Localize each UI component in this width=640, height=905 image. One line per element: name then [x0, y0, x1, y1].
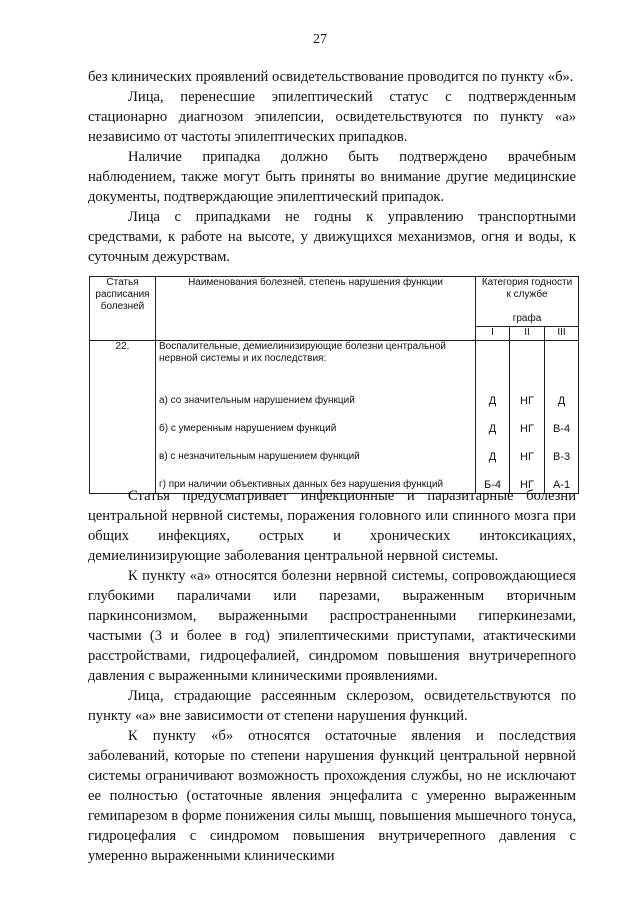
table-row-text: в) с незначительным нарушением функций [156, 437, 476, 465]
paragraph: без клинических проявлений освидетельствование проводится по пункту «б». [88, 69, 574, 85]
article-number: 22. [90, 341, 156, 494]
paragraph: К пункту «б» относятся остаточные явления и последствия заболеваний, которые по степени нарушения функций центральной нервной системы ограничивают возможность прохождения службы, но не исключают ее полностью (остаточные явления энцефалита с умеренно выраженным гемипарезом в форме понижения силы мышц, повышения мышечного тонуса, гидроцефалия с синдромом повышения внутричерепного давления с умеренно выраженными клиническими [88, 728, 576, 864]
category-value: НГ [520, 395, 534, 407]
category-value: Д [557, 395, 566, 407]
header-disease-name: Наименования болезней, степень нарушения функции [156, 277, 476, 341]
paragraph: Наличие припадка должно быть подтверждено врачебным наблюдением, также могут быть приняты во внимание другие медицинские документы, подтверждающие эпилептический припадок. [88, 149, 576, 205]
paragraph: Лица с припадками не годны к управлению транспортными средствами, к работе на высоте, у движущихся механизмов, огня и воды, к суточным дежурствам. [88, 209, 576, 265]
category-value: А-1 [552, 479, 571, 491]
page-number: 27 [313, 32, 327, 47]
table-row-text: а) со значительным нарушением функций [156, 381, 476, 409]
category-value: НГ [520, 423, 534, 435]
table-row-text: г) при наличии объективных данных без нарушения функций [156, 465, 476, 493]
category-value: Б-4 [484, 479, 501, 491]
paragraph: Лица, перенесшие эпилептический статус с подтвержденным стационарно диагнозом эпилепсии, освидетельствуются по пункту «а» независимо от частоты эпилептических припадков. [88, 89, 576, 145]
disease-schedule-table [89, 276, 579, 494]
paragraph: Лица, страдающие рассеянным склерозом, освидетельствуются по пункту «а» вне зависимости от степени нарушения функций. [88, 688, 576, 724]
category-value: В-3 [552, 451, 571, 463]
category-value: НГ [520, 479, 534, 491]
category-value: Д [488, 451, 497, 463]
category-col-3 [545, 341, 579, 494]
category-value: Д [488, 423, 497, 435]
paragraph: К пункту «а» относятся болезни нервной системы, сопровождающиеся глубокими параличами или парезами, выраженным вторичным паркинсонизмом, выраженными распространенными гиперкинезами, частыми (3 и более в год) эпилептическими приступами, атактическими расстройствами, гидроцефалией, синдромом повышения внутричерепного давления с выраженными клиническими проявлениями. [88, 568, 576, 684]
category-value: В-4 [552, 423, 571, 435]
category-value: Д [488, 395, 497, 407]
header-col-3: III [545, 327, 579, 341]
text-block-bottom [88, 486, 576, 866]
category-value: НГ [520, 451, 534, 463]
header-graph: графа [476, 313, 579, 327]
header-col-2: II [510, 327, 545, 341]
header-col-1: I [476, 327, 510, 341]
table-intro-text: Воспалительные, демиелинизирующие болезни центральной нервной системы и их последствия: [156, 341, 476, 381]
category-col-1 [476, 341, 510, 494]
table-row-text: б) с умеренным нарушением функций [156, 409, 476, 437]
category-col-2 [510, 341, 545, 494]
header-article: Статья расписания болезней [90, 277, 156, 341]
paragraph: Статья предусматривает инфекционные и паразитарные болезни центральной нервной системы, поражения головного или спинного мозга при общих инфекциях, острых и хронических интоксикациях, демиелинизирующие заболевания центральной нервной системы. [88, 488, 576, 564]
header-category: Категория годности к службе [476, 277, 579, 313]
text-block-top [88, 67, 576, 267]
